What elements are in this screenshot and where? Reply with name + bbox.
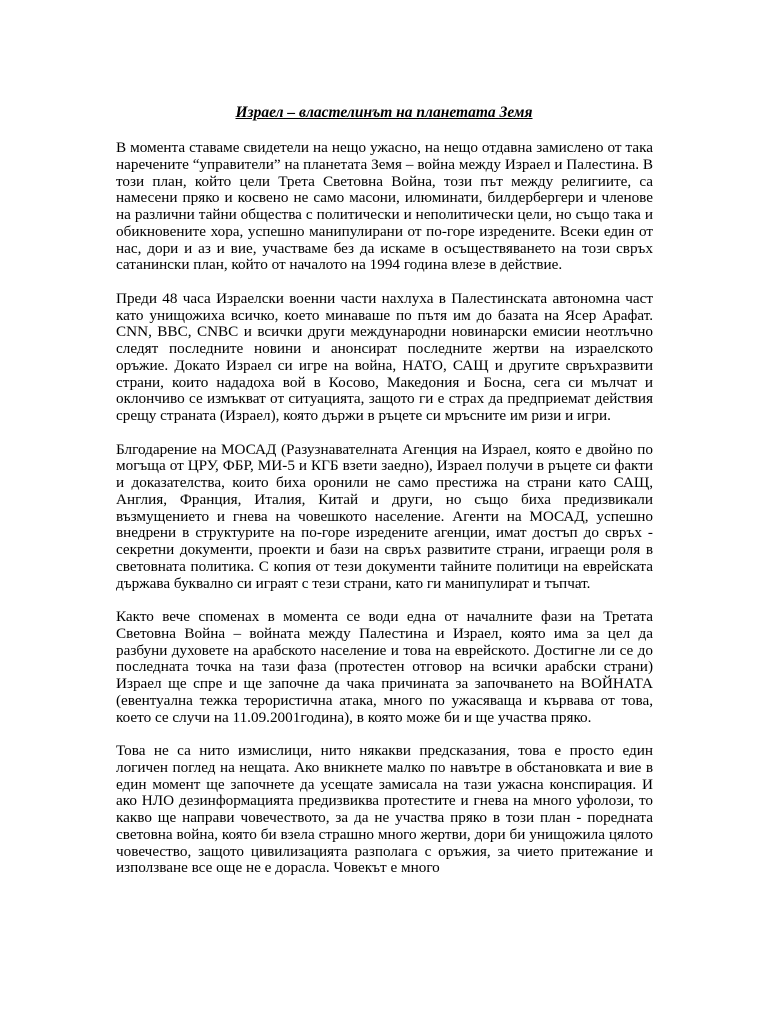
paragraph-4: Както вече споменах в момента се води една от началните фази на Третата Световна Война – войната между Палестина и Израел, която има за цел да разбуни духовете на арабското население и това на еврейското. Достигне ли се до последната точка на тази фаза (протестен отговор на всички арабски страни) Израел ще спре и ще започне да чака причината за започването на ВОЙНАТА (евентуална тежка терористична атака, много по ужасяваща и кървава от това, което се случи на 11.09.2001година), в която може би и ще участва пряко. [116,608,653,726]
paragraph-1: В момента ставаме свидетели на нещо ужасно, на нещо отдавна замислено от така наречените “управители” на планетата Земя – война между Израел и Палестина. В този план, който цели Трета Световна Война, този път между религиите, са намесени пряко и косвено не само масони, илюминати, билдербергери и членове на различни тайни общества с политически и неполитически цели, но също така и обикновените хора, успешно манипулирани от по-горе изредените. Всеки един от нас, дори и аз и вие, участваме без да искаме в осъществяването на този свръх сатанински план, който от началото на 1994 година влезе в действие. [116,139,653,274]
paragraph-3: Блгодарение на МОСАД (Разузнавателната Агенция на Израел, която е двойно по могъща от ЦРУ, ФБР, МИ-5 и КГБ взети заедно), Израел получи в ръцете си факти и доказателства, които биха оронили не само престижа на страни като САЩ, Англия, Франция, Италия, Китай и други, но също биха предизвикали възмущението и гнева на човешкото население. Агенти на МОСАД, успешно внедрени в структурите на по-горе изредените агенции, имат достъп до свръх - секретни документи, проекти и бази на свръх развитите страни, играещи роля в световната политика. С копия от тези документи тайните политици на еврейската държава буквално си играят с тези страни, като ги манипулират и тъпчат. [116,440,653,592]
document-body [116,140,653,894]
paragraph-5: Това не са нито измислици, нито някакви предсказания, това е просто един логичен поглед на нещата. Ако вникнете малко по навътре в обстановката и вие в един момент ще започнете да усещате замисала на тази ужасна конспирация. И ако НЛО дезинформацията предизвиква протестите и гнева на много уфолози, то какво ще направи човечеството, за да не участва пряко в този план - поредната световна война, която би взела страшно много жертви, дори би унищожила цялото човечество, защото цивилизацията разполага с оръжия, за чието притежание и използване все още не е дорасла. Човекът е много [116,742,653,877]
paragraph-2: Преди 48 часа Израелски военни части нахлуха в Палестинската автономна част като унищожиха всичко, което минаваше по пътя им до базата на Ясер Арафат. CNN, BBC, CNBC и всички други международни новинарски емисии неотлъчно следят последните новини и анонсират последните жертви на израелското оръжие. Докато Израел си игре на война, НАТО, САЩ и другите свръхразвити страни, които нададоха вой в Косово, Македония и Босна, сега си мълчат и оклончиво се измъкват от ситуацията, защото ги е страх да предприемат действия срещу страната (Израел), която държи в ръцете си мръсните им ризи и игри. [116,289,653,424]
document-title: Израел – властелинът на планетата Земя [235,104,533,121]
